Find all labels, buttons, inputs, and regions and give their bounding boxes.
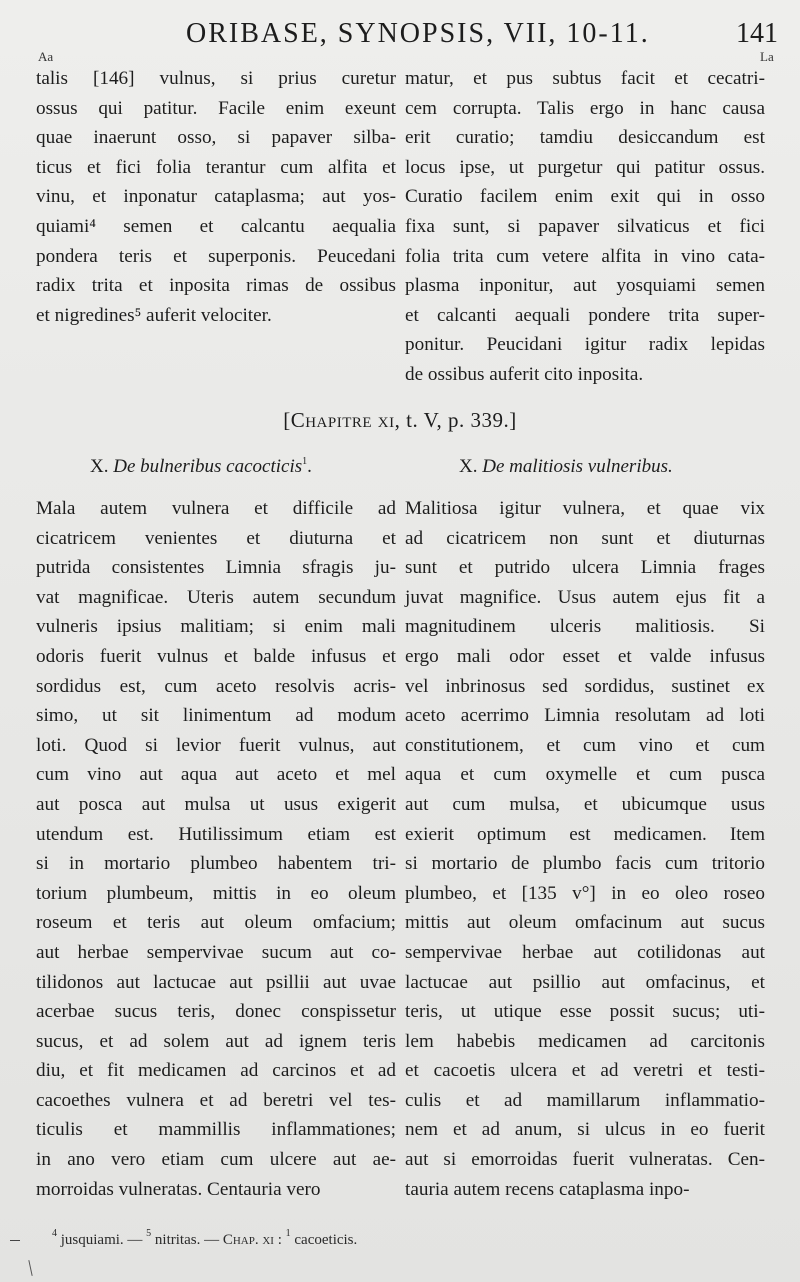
text-line: aut si emorroidas fuerit vulneratas. Cen- [405, 1149, 765, 1171]
left-section-number: X. [90, 456, 109, 477]
text-line: et cacoetis ulcera et ad veretri et testi- [405, 1060, 765, 1082]
right-section-heading: De malitiosis vulneribus. [482, 456, 673, 477]
running-head [0, 18, 800, 58]
text-line: odoris fuerit vulnus et balde infusus et [36, 645, 396, 667]
chapter-heading [0, 408, 800, 433]
text-line: locus ipse, ut purgetur qui patitur ossus. [405, 156, 765, 178]
footnotes [52, 1228, 752, 1249]
text-line: aut posca aut mulsa ut usus exigerit [36, 793, 396, 815]
footnote-4-text: jusquiami. — [60, 1232, 143, 1248]
text-line: ossus qui patitur. Facile enim exeunt [36, 97, 396, 119]
text-line: aceto acerrimo Limnia resolutam ad loti [405, 705, 765, 727]
text-line: sunt et putrido ulcera Limnia frages [405, 557, 765, 579]
text-line: radix trita et inposita rimas de ossibus [36, 275, 396, 297]
text-line: aqua et cum oxymelle et cum pusca [405, 764, 765, 786]
text-line: tilidonos aut lactucae aut psillii aut uvae [36, 971, 396, 993]
text-line: simo, ut sit linimentum ad modum [36, 705, 396, 727]
text-line: juvat magnifice. Usus autem ejus fit a [405, 586, 765, 608]
text-line: torium plumbeum, mittis in eo oleum [36, 882, 396, 904]
text-line: de ossibus auferit cito inposita. [405, 363, 644, 385]
text-line: vel inbrinosus sed sordidus, sustinet ex [405, 675, 765, 697]
text-line: loti. Quod si levior fuerit vulnus, aut [36, 734, 396, 756]
text-line: exierit optimum est medicamen. Item [405, 823, 765, 845]
text-line: cicatricem venientes et diuturna et [36, 527, 396, 549]
text-line: cum vino aut aqua aut aceto et mel [36, 764, 396, 786]
chapter-bracket: [ [283, 408, 291, 432]
top-right-column [405, 64, 765, 390]
text-line: vulneris ipsius malitiam; si enim mali [36, 616, 396, 638]
text-line: folia trita cum vetere alfita in vino cata- [405, 245, 765, 267]
text-line: lactucae aut psillio aut omfacinus, et [405, 971, 765, 993]
text-line: Curatio facilem enim exit qui in osso [405, 186, 765, 208]
running-title: ORIBASE, SYNOPSIS, VII, 10-11. [186, 18, 650, 49]
text-line: et nigredines⁵ auferit velociter. [36, 304, 272, 326]
text-line: nem et ad anum, si ulcus in eo fuerit [405, 1119, 765, 1141]
text-line: mittis aut oleum omfacinum aut sucus [405, 912, 765, 934]
text-line: sempervivae herbae aut cotilidonas aut [405, 941, 765, 963]
left-section-note-mark: 1 [302, 456, 308, 467]
left-section-heading: De bulneribus cacocticis [113, 456, 303, 477]
text-line: putrida consistentes Limnia sfragis ju- [36, 557, 396, 579]
text-line: diu, et fit medicamen ad carcinos et ad [36, 1060, 396, 1082]
text-line: cem corrupta. Talis ergo in hanc causa [405, 97, 765, 119]
text-line: Malitiosa igitur vulnera, et quae vix [405, 498, 765, 519]
text-line: acerbae sucus teris, donec conspissetur [36, 1001, 396, 1023]
chapter-reference: , t. V, p. 339.] [394, 408, 517, 432]
text-line: matur, et pus subtus facit et cecatri- [405, 68, 765, 89]
margin-mark [28, 1260, 32, 1276]
text-line: ticulis et mammillis inflammationes; [36, 1119, 396, 1141]
text-line: utendum est. Hutilissimum etiam est [36, 823, 396, 845]
page-number: 141 [736, 18, 778, 49]
footnote-chapter-label: Chap. xi : [222, 1232, 282, 1248]
text-line: cacoethes vulnera et ad beretri vel tes- [36, 1089, 396, 1111]
text-line: quiami⁴ semen et calcantu aequalia [36, 215, 396, 237]
left-section-title: X. De bulneribus cacocticis$^1$. [90, 456, 312, 477]
text-line: constitutionem, et cum vino et cum [405, 734, 765, 756]
text-line: vat magnificae. Uteris autem secundum [36, 586, 396, 608]
footnote-4-mark: 4 [52, 1228, 57, 1239]
text-line: sordidus est, cum aceto resolvis acris- [36, 675, 396, 697]
text-line: sucus, et ad solem aut ad ignem teris [36, 1030, 396, 1052]
footnote-chapter-text: cacoeticis. [294, 1232, 358, 1248]
text-line: ticus et fici folia terantur cum alfita et [36, 156, 396, 178]
right-section-title [459, 456, 673, 478]
text-line: erit curatio; tamdiu desiccandum est [405, 127, 765, 149]
margin-mark [10, 1240, 20, 1241]
text-line: et calcanti aequali pondere trita super- [405, 304, 765, 326]
right-manuscript-siglum: La [760, 49, 774, 64]
text-line: ergo mali odor esset et valde infusus [405, 645, 765, 667]
text-line: in ano vero etiam cum ulcere aut ae- [36, 1149, 396, 1171]
text-line: talis [146] vulnus, si prius curetur [36, 68, 396, 89]
text-line: pondera teris et superponis. Peucedani [36, 245, 396, 267]
top-left-column [36, 64, 396, 330]
text-line: vinu, et inponatur cataplasma; aut yos- [36, 186, 396, 208]
text-line: culis et ad mamillarum inflammatio- [405, 1089, 765, 1111]
bottom-right-column [405, 494, 765, 1204]
text-line: aut cum mulsa, et ubicumque usus [405, 793, 765, 815]
text-line: si in mortario plumbeo habentem tri- [36, 853, 396, 875]
text-line: plumbeo, et [135 v°] in eo oleo roseo [405, 882, 765, 904]
text-line: ad cicatricem non sunt et diuturnas [405, 527, 765, 549]
text-line: roseum et teris aut oleum omfacium; [36, 912, 396, 934]
text-line: aut herbae sempervivae sucum aut co- [36, 941, 396, 963]
footnote-5-mark: 5 [146, 1228, 152, 1239]
text-line: fixa sunt, si papaver silvaticus et fici [405, 215, 765, 237]
text-line: si mortario de plumbo facis cum tritorio [405, 853, 765, 875]
text-line: morroidas vulneratas. Centauria vero [36, 1178, 321, 1200]
right-section-number: X. [459, 456, 478, 477]
text-line: tauria autem recens cataplasma inpo- [405, 1178, 690, 1200]
text-line: plasma inponitur, aut yosquiami semen [405, 275, 765, 297]
text-line: magnitudinem ulceris malitiosis. Si [405, 616, 765, 638]
text-line: teris, ut utique esse possit sucus; uti- [405, 1001, 765, 1023]
footnote-chapter-mark: 1 [285, 1228, 291, 1239]
bottom-left-column [36, 494, 396, 1204]
text-line: Mala autem vulnera et difficile ad [36, 498, 396, 519]
footnote-5-text: nitritas. — [154, 1232, 220, 1248]
left-manuscript-siglum: Aa [38, 49, 54, 64]
chapter-label: Chapitre xi [290, 408, 395, 432]
text-line: lem habebis medicamen ad carcitonis [405, 1030, 765, 1052]
text-line: ponitur. Peucidani igitur radix lepidas [405, 334, 765, 356]
text-line: quae inaerunt osso, si papaver silba- [36, 127, 396, 149]
